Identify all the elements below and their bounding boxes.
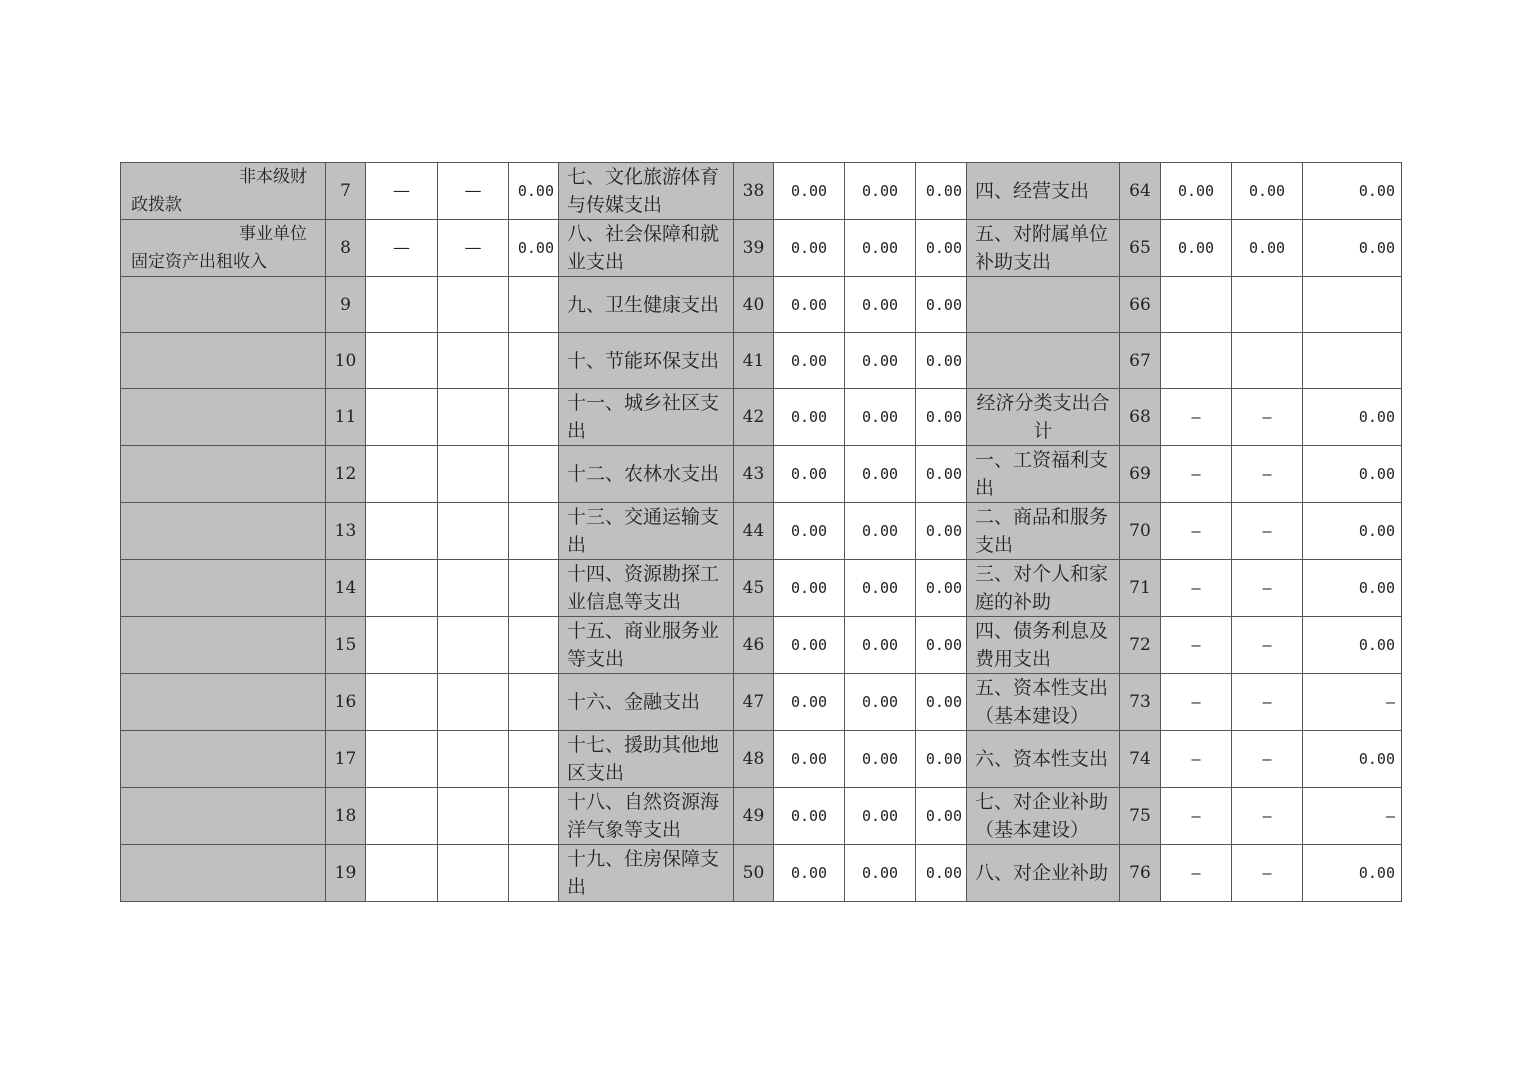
economic-value-3: 0.00	[1303, 560, 1402, 617]
economic-value-2: 0.00	[1232, 220, 1303, 277]
function-value-3: 0.00	[916, 389, 967, 446]
economic-value-2: —	[1232, 731, 1303, 788]
income-label-line1: 事业单位	[239, 224, 307, 244]
income-label-cell	[121, 163, 326, 220]
income-value-2	[438, 731, 509, 788]
income-value-1: —	[366, 220, 438, 277]
function-expense-label: 十九、住房保障支出	[559, 845, 734, 902]
economic-value-3	[1303, 333, 1402, 389]
function-expense-label: 十三、交通运输支出	[559, 503, 734, 560]
economic-value-1: —	[1161, 845, 1232, 902]
economic-value-3: 0.00	[1303, 163, 1402, 220]
economic-expense-label	[967, 277, 1120, 333]
row-number-economic: 65	[1120, 220, 1161, 277]
table-row	[121, 277, 1402, 333]
economic-expense-label: 三、对个人和家庭的补助	[967, 560, 1120, 617]
economic-value-2: —	[1232, 389, 1303, 446]
economic-value-1: —	[1161, 503, 1232, 560]
row-number-income: 16	[326, 674, 366, 731]
income-value-1	[366, 277, 438, 333]
economic-expense-label	[967, 333, 1120, 389]
income-label-cell	[121, 333, 326, 389]
function-value-1: 0.00	[774, 446, 845, 503]
income-value-3	[509, 560, 559, 617]
table-row	[121, 163, 1402, 220]
income-label-cell	[121, 560, 326, 617]
function-value-3: 0.00	[916, 731, 967, 788]
function-value-3: 0.00	[916, 617, 967, 674]
row-number-income: 18	[326, 788, 366, 845]
table-row	[121, 845, 1402, 902]
economic-expense-label: 经济分类支出合计	[967, 389, 1120, 446]
row-number-income: 13	[326, 503, 366, 560]
function-value-3: 0.00	[916, 333, 967, 389]
function-expense-label: 十八、自然资源海洋气象等支出	[559, 788, 734, 845]
function-expense-label: 十、节能环保支出	[559, 333, 734, 389]
row-number-economic: 75	[1120, 788, 1161, 845]
economic-value-1: —	[1161, 674, 1232, 731]
income-value-3	[509, 333, 559, 389]
row-number-function: 45	[734, 560, 774, 617]
row-number-income: 17	[326, 731, 366, 788]
economic-expense-label: 二、商品和服务支出	[967, 503, 1120, 560]
income-value-2	[438, 389, 509, 446]
function-value-2: 0.00	[845, 731, 916, 788]
function-value-2: 0.00	[845, 220, 916, 277]
economic-value-3: 0.00	[1303, 731, 1402, 788]
row-number-economic: 68	[1120, 389, 1161, 446]
table-row	[121, 333, 1402, 389]
economic-value-1	[1161, 333, 1232, 389]
income-value-3	[509, 845, 559, 902]
function-value-3: 0.00	[916, 788, 967, 845]
economic-value-2: —	[1232, 446, 1303, 503]
income-value-3	[509, 389, 559, 446]
economic-value-1: 0.00	[1161, 163, 1232, 220]
function-value-1: 0.00	[774, 277, 845, 333]
row-number-economic: 70	[1120, 503, 1161, 560]
row-number-income: 19	[326, 845, 366, 902]
table-row	[121, 220, 1402, 277]
income-value-1	[366, 560, 438, 617]
income-value-1: —	[366, 163, 438, 220]
row-number-economic: 76	[1120, 845, 1161, 902]
function-value-1: 0.00	[774, 163, 845, 220]
economic-value-2: —	[1232, 503, 1303, 560]
row-number-function: 39	[734, 220, 774, 277]
function-expense-label: 七、文化旅游体育与传媒支出	[559, 163, 734, 220]
row-number-economic: 72	[1120, 617, 1161, 674]
income-label-cell	[121, 220, 326, 277]
row-number-income: 12	[326, 446, 366, 503]
row-number-income: 15	[326, 617, 366, 674]
economic-expense-label: 五、资本性支出（基本建设）	[967, 674, 1120, 731]
income-label-line2: 固定资产出租收入	[131, 252, 267, 272]
function-expense-label: 十七、援助其他地区支出	[559, 731, 734, 788]
row-number-economic: 74	[1120, 731, 1161, 788]
economic-value-1: —	[1161, 788, 1232, 845]
function-expense-label: 十六、金融支出	[559, 674, 734, 731]
row-number-function: 43	[734, 446, 774, 503]
economic-value-3: 0.00	[1303, 389, 1402, 446]
income-value-1	[366, 674, 438, 731]
economic-value-3: —	[1303, 788, 1402, 845]
income-value-2	[438, 845, 509, 902]
economic-value-1: 0.00	[1161, 220, 1232, 277]
economic-expense-label: 五、对附属单位补助支出	[967, 220, 1120, 277]
economic-value-2	[1232, 333, 1303, 389]
income-label-cell	[121, 731, 326, 788]
row-number-income: 11	[326, 389, 366, 446]
function-value-3: 0.00	[916, 446, 967, 503]
income-label-cell	[121, 788, 326, 845]
income-value-2	[438, 333, 509, 389]
function-value-2: 0.00	[845, 446, 916, 503]
income-value-3	[509, 446, 559, 503]
function-value-2: 0.00	[845, 503, 916, 560]
economic-value-1: —	[1161, 389, 1232, 446]
income-value-2	[438, 788, 509, 845]
economic-value-3: 0.00	[1303, 220, 1402, 277]
row-number-income: 14	[326, 560, 366, 617]
function-value-1: 0.00	[774, 389, 845, 446]
income-label-cell	[121, 277, 326, 333]
function-value-3: 0.00	[916, 277, 967, 333]
function-value-3: 0.00	[916, 560, 967, 617]
income-label-line1: 非本级财	[239, 167, 307, 187]
income-value-2	[438, 560, 509, 617]
income-value-2	[438, 277, 509, 333]
income-value-3	[509, 731, 559, 788]
function-value-2: 0.00	[845, 560, 916, 617]
income-value-3: 0.00	[509, 220, 559, 277]
function-value-3: 0.00	[916, 220, 967, 277]
economic-value-2: —	[1232, 788, 1303, 845]
function-value-2: 0.00	[845, 277, 916, 333]
row-number-economic: 67	[1120, 333, 1161, 389]
row-number-function: 46	[734, 617, 774, 674]
function-value-2: 0.00	[845, 674, 916, 731]
table-row	[121, 446, 1402, 503]
income-value-1	[366, 389, 438, 446]
income-value-3: 0.00	[509, 163, 559, 220]
income-value-1	[366, 617, 438, 674]
economic-value-3	[1303, 277, 1402, 333]
income-value-1	[366, 503, 438, 560]
economic-value-3: 0.00	[1303, 503, 1402, 560]
economic-expense-label: 六、资本性支出	[967, 731, 1120, 788]
row-number-function: 48	[734, 731, 774, 788]
income-value-1	[366, 845, 438, 902]
economic-expense-label: 四、债务利息及费用支出	[967, 617, 1120, 674]
table-row	[121, 617, 1402, 674]
income-label-cell	[121, 389, 326, 446]
income-value-3	[509, 617, 559, 674]
row-number-function: 49	[734, 788, 774, 845]
row-number-function: 50	[734, 845, 774, 902]
economic-value-2: —	[1232, 674, 1303, 731]
function-value-1: 0.00	[774, 333, 845, 389]
row-number-economic: 69	[1120, 446, 1161, 503]
row-number-income: 8	[326, 220, 366, 277]
economic-value-2	[1232, 277, 1303, 333]
function-expense-label: 十二、农林水支出	[559, 446, 734, 503]
income-value-2	[438, 674, 509, 731]
function-value-2: 0.00	[845, 617, 916, 674]
row-number-function: 38	[734, 163, 774, 220]
table-row	[121, 788, 1402, 845]
function-value-2: 0.00	[845, 163, 916, 220]
function-value-1: 0.00	[774, 674, 845, 731]
economic-expense-label: 七、对企业补助（基本建设）	[967, 788, 1120, 845]
income-label-cell	[121, 446, 326, 503]
function-value-1: 0.00	[774, 845, 845, 902]
economic-expense-label: 八、对企业补助	[967, 845, 1120, 902]
row-number-income: 7	[326, 163, 366, 220]
income-value-3	[509, 674, 559, 731]
function-value-1: 0.00	[774, 560, 845, 617]
row-number-economic: 73	[1120, 674, 1161, 731]
income-value-1	[366, 731, 438, 788]
income-value-2	[438, 446, 509, 503]
table-body	[121, 163, 1402, 902]
row-number-function: 44	[734, 503, 774, 560]
economic-value-2: 0.00	[1232, 163, 1303, 220]
function-expense-label: 八、社会保障和就业支出	[559, 220, 734, 277]
economic-value-1: —	[1161, 560, 1232, 617]
table-row	[121, 731, 1402, 788]
economic-value-2: —	[1232, 617, 1303, 674]
economic-value-1: —	[1161, 446, 1232, 503]
economic-value-2: —	[1232, 560, 1303, 617]
row-number-function: 42	[734, 389, 774, 446]
economic-value-1	[1161, 277, 1232, 333]
economic-value-1: —	[1161, 731, 1232, 788]
income-label-cell	[121, 674, 326, 731]
function-value-2: 0.00	[845, 333, 916, 389]
function-value-2: 0.00	[845, 788, 916, 845]
income-value-2: —	[438, 220, 509, 277]
income-value-2	[438, 503, 509, 560]
function-value-1: 0.00	[774, 731, 845, 788]
budget-table	[120, 162, 1402, 902]
row-number-economic: 64	[1120, 163, 1161, 220]
income-label-cell	[121, 845, 326, 902]
economic-value-3: 0.00	[1303, 446, 1402, 503]
table-row	[121, 389, 1402, 446]
function-value-2: 0.00	[845, 845, 916, 902]
economic-expense-label: 一、工资福利支出	[967, 446, 1120, 503]
economic-value-3: 0.00	[1303, 617, 1402, 674]
table-row	[121, 560, 1402, 617]
function-expense-label: 九、卫生健康支出	[559, 277, 734, 333]
income-label-cell	[121, 617, 326, 674]
row-number-function: 40	[734, 277, 774, 333]
income-value-2: —	[438, 163, 509, 220]
function-value-1: 0.00	[774, 617, 845, 674]
income-label-cell	[121, 503, 326, 560]
income-value-1	[366, 333, 438, 389]
income-value-3	[509, 788, 559, 845]
table-row	[121, 503, 1402, 560]
table-row	[121, 674, 1402, 731]
income-label-line2: 政拨款	[131, 195, 182, 215]
income-value-1	[366, 788, 438, 845]
row-number-function: 41	[734, 333, 774, 389]
function-expense-label: 十五、商业服务业等支出	[559, 617, 734, 674]
row-number-income: 9	[326, 277, 366, 333]
function-value-1: 0.00	[774, 503, 845, 560]
income-value-1	[366, 446, 438, 503]
row-number-income: 10	[326, 333, 366, 389]
economic-value-1: —	[1161, 617, 1232, 674]
economic-expense-label: 四、经营支出	[967, 163, 1120, 220]
function-value-1: 0.00	[774, 788, 845, 845]
function-value-2: 0.00	[845, 389, 916, 446]
income-value-3	[509, 277, 559, 333]
function-value-1: 0.00	[774, 220, 845, 277]
function-value-3: 0.00	[916, 674, 967, 731]
function-value-3: 0.00	[916, 845, 967, 902]
income-value-3	[509, 503, 559, 560]
row-number-economic: 66	[1120, 277, 1161, 333]
income-value-2	[438, 617, 509, 674]
function-value-3: 0.00	[916, 503, 967, 560]
row-number-economic: 71	[1120, 560, 1161, 617]
function-expense-label: 十四、资源勘探工业信息等支出	[559, 560, 734, 617]
function-expense-label: 十一、城乡社区支出	[559, 389, 734, 446]
economic-value-2: —	[1232, 845, 1303, 902]
economic-value-3: —	[1303, 674, 1402, 731]
row-number-function: 47	[734, 674, 774, 731]
function-value-3: 0.00	[916, 163, 967, 220]
economic-value-3: 0.00	[1303, 845, 1402, 902]
